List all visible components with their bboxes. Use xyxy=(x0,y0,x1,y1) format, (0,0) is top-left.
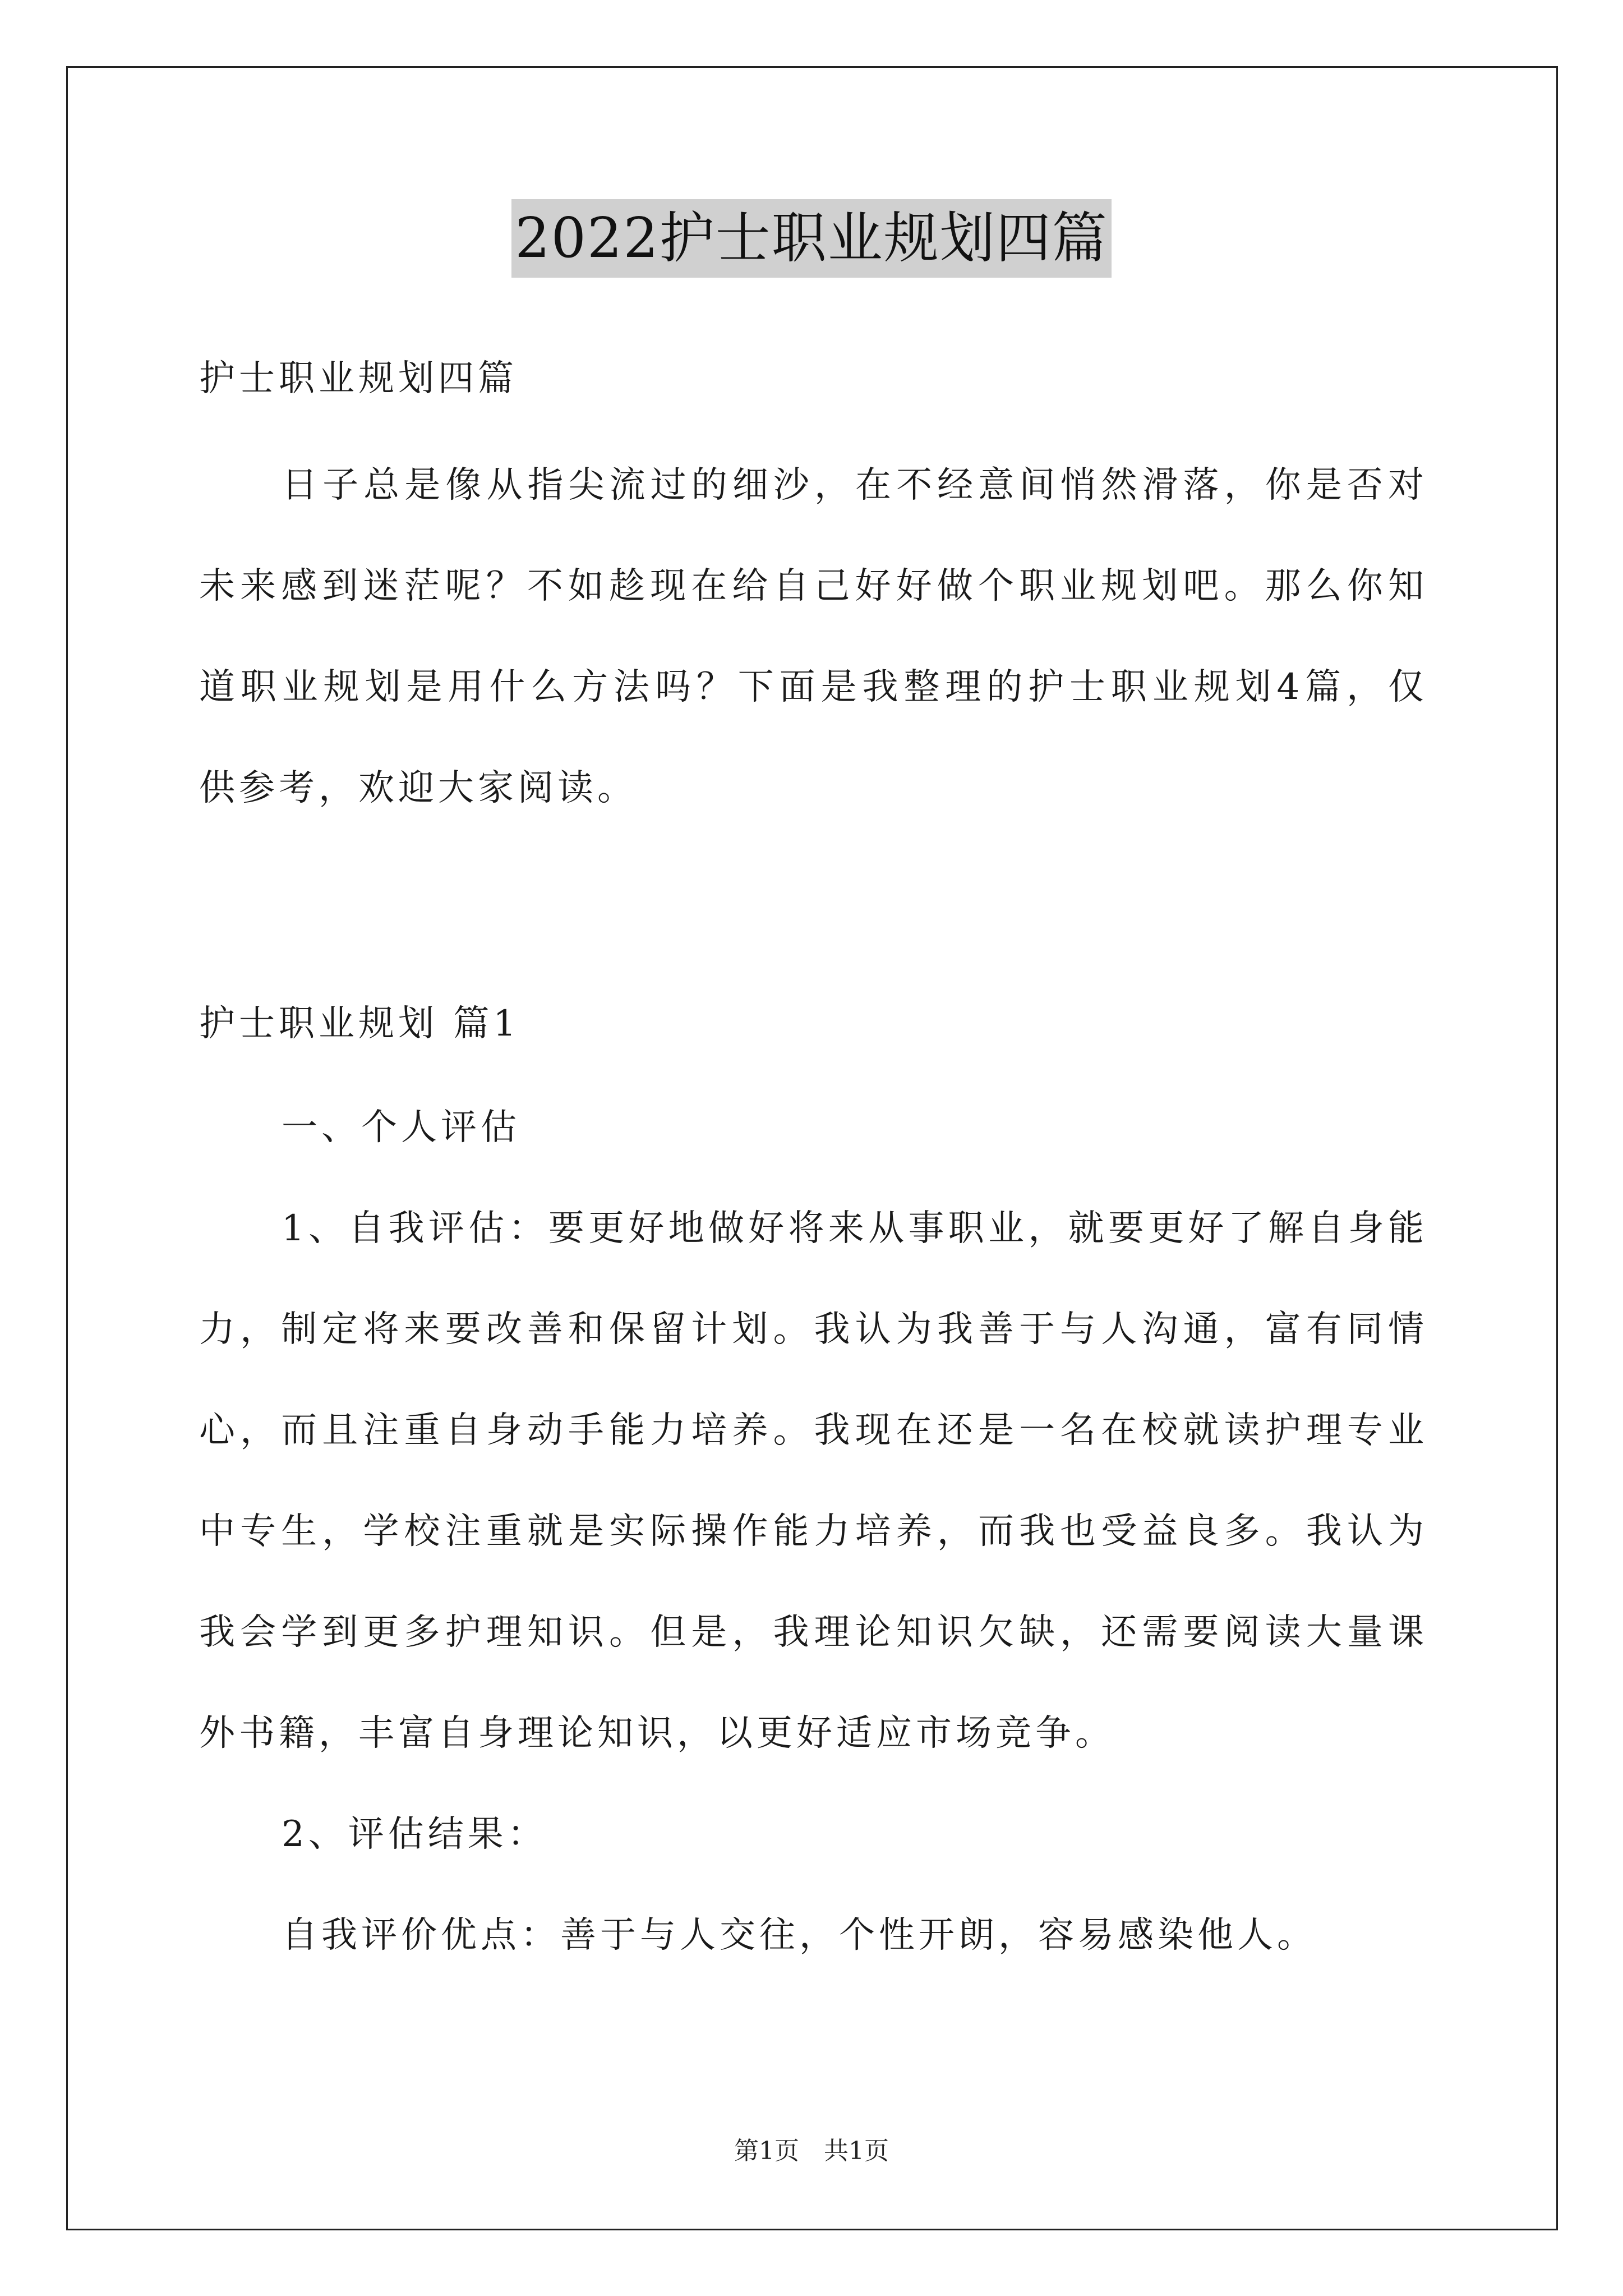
intro-line-4: 供参考，欢迎大家阅读。 xyxy=(199,767,637,809)
document-title: 2022护士职业规划四篇 xyxy=(511,199,1111,278)
self-eval-line-6: 外书籍，丰富自身理论知识，以更好适应市场竞争。 xyxy=(199,1713,1115,1754)
intro-line-2: 未来感到迷茫呢？不如趁现在给自己好好做个职业规划吧。那么你知 xyxy=(199,565,1427,607)
self-eval-line-4: 中专生，学校注重就是实际操作能力培养，而我也受益良多。我认为 xyxy=(199,1511,1427,1552)
page-footer: 第1页 共1页 xyxy=(734,2137,889,2165)
sub-heading-personal-assessment: 一、个人评估 xyxy=(282,1107,520,1148)
sub-heading-results: 2、评估结果： xyxy=(282,1814,547,1855)
section-heading: 护士职业规划 篇1 xyxy=(199,1003,520,1045)
document-subtitle: 护士职业规划四篇 xyxy=(199,358,518,399)
strengths-line: 自我评价优点：善于与人交往，个性开朗，容易感染他人。 xyxy=(282,1915,1317,1956)
intro-line-1: 日子总是像从指尖流过的细沙，在不经意间悄然滑落，你是否对 xyxy=(282,464,1427,506)
self-eval-line-5: 我会学到更多护理知识。但是，我理论知识欠缺，还需要阅读大量课 xyxy=(199,1612,1427,1653)
intro-line-3: 道职业规划是用什么方法吗？下面是我整理的护士职业规划4篇，仅 xyxy=(199,666,1427,708)
self-eval-line-3: 心，而且注重自身动手能力培养。我现在还是一名在校就读护理专业 xyxy=(199,1410,1427,1451)
self-eval-line-1: 1、自我评估：要更好地做好将来从事职业，就要更好了解自身能 xyxy=(282,1208,1427,1249)
title-container xyxy=(0,199,1623,278)
self-eval-line-2: 力，制定将来要改善和保留计划。我认为我善于与人沟通，富有同情 xyxy=(199,1309,1427,1350)
